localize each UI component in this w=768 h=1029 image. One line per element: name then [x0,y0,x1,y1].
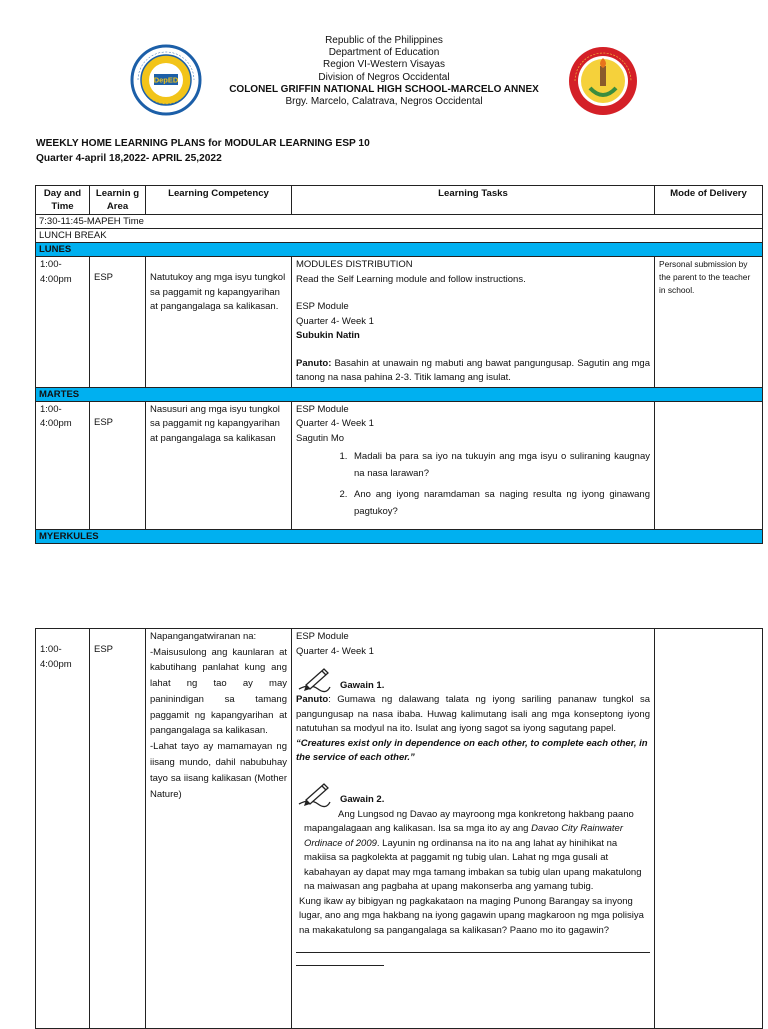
delivery-cell [655,629,763,1029]
list-item: 2. Ano ang iyong naramdaman sa naging resulta ng iyong ginawang pagtukoy? [350,486,650,520]
competency-cell: Natutukoy ang mga isyu tungkol sa paggamit ng kapangyarihan at pangangalaga sa kalikasan. [146,257,292,388]
time-cell: 1:00-4:00pm [36,629,90,1029]
school-seal-logo [568,46,638,116]
task-line: Subukin Natin [296,330,360,341]
gawain-2-label: Gawain 2. [340,794,385,805]
tasks-cell [292,257,655,388]
day-label: MARTES [36,387,763,401]
pencil-writing-icon [296,780,332,808]
area-cell: ESP [90,629,146,1029]
task-line: ESP Module [296,631,349,642]
lunch-row [36,229,763,243]
task-line: ESP Module [296,403,349,415]
task-line: Quarter 4- Week 1 [296,315,374,327]
panuto-label: Panuto [296,694,329,705]
gawain-2-paragraph [296,808,650,895]
day-label: MYERKULES [36,529,763,543]
letterhead-line: Republic of the Philippines [325,35,443,46]
table-row [36,257,763,388]
table-row [36,401,763,529]
plan-quarter: Quarter 4-april 18,2022- APRIL 25,2022 [36,153,222,164]
answer-line [296,940,650,953]
header-tasks: Learning Tasks [292,186,655,215]
competency-point: -Maisusulong ang kaunlaran at kabutihang panlahat kung ang lahat ng tao ay may paninindigan sa tamang paggamit ng kapangyarihan at pangangalaga sa kalikasan. [150,646,287,737]
competency-point: -Lahat tayo ay mamamayan ng iisang mundo, dahil nabubuhay tayo sa iisang kalikasan (Mother Nature) [150,741,287,800]
gawain-1-instructions [296,693,650,737]
panuto-body: : Gumawa ng dalawang talata ng iyong sariling pananaw tungkol sa pangungusap na nasa ibaba. Huwag kalimutang isali ang mga konseptong iyong natutuhan sa modyul na ito. Isulat ang iyong sagot sa iyong sagutang papel. [296,694,650,734]
time-cell: 1:00-4:00pm [36,257,90,388]
mapeh-row [36,215,763,229]
division-seal-logo [130,44,202,116]
panuto-body: Basahin at unawain ng mabuti ang bawat pangungusap. Sagutin ang mga tanong na nasa pahina 2-3. Titik lamang ang isulat. [296,357,650,383]
quote-text: “Creatures exist only in dependence on each other, to complete each other, in the service of each other.” [296,737,648,763]
deped-text: DepED [153,75,179,85]
pencil-writing-icon [296,665,332,693]
task-line: MODULES DISTRIBUTION [296,259,413,270]
ordinance-name: Davao City Rainwater Ordinace of 2009 [304,823,623,849]
school-name: COLONEL GRIFFIN NATIONAL HIGH SCHOOL-MARCELO ANNEX [229,83,539,95]
task-line: ESP Module [296,301,349,312]
task-line: Sagutin Mo [296,432,345,444]
plan-title: WEEKLY HOME LEARNING PLANS for MODULAR LEARNING ESP 10 [36,138,370,149]
tasks-cell [292,629,655,1029]
gawain-1-label: Gawain 1. [340,679,385,691]
table-header-row [36,186,763,215]
competency-lead: Napangangatwiranan na: [150,631,257,642]
answer-line [296,953,384,966]
school-address: Brgy. Marcelo, Calatrava, Negros Occidental [285,96,483,108]
tasks-cell [292,401,655,529]
day-band-myerkules [36,529,763,543]
delivery-cell: Personal submission by the parent to the teacher in school. [655,257,763,388]
table-row [36,629,763,1029]
header-competency: Learning Competency [146,186,292,215]
letterhead-line: Region VI-Western Visayas [323,59,445,71]
competency-cell: Nasusuri ang mga isyu tungkol sa paggamit ng kapangyarihan at pangangalaga sa kalikasan [146,401,292,529]
panuto-text [296,357,650,386]
day-band-lunes [36,243,763,257]
time-cell: 1:00-4:00pm [36,401,90,529]
letterhead [200,35,568,108]
task-line: Quarter 4- Week 1 [296,645,374,657]
gawain-2-text-b: . Layunin ng ordinansa na ito na ang lahat ay hinihikat na makiisa sa pagkolekta at paggamit ng tubig ulan. Lahat ng mga gusali at kabahayan ay dapat may mga tamang imbakan sa tubig ulan upang makatulong na maiwasan ang pagbaha at upang makonserba ang yamang tubig. [304,837,642,892]
learning-plan-table-continued [35,628,763,1029]
lunch-break: LUNCH BREAK [36,229,763,243]
area-cell: ESP [90,257,146,388]
day-band-martes [36,387,763,401]
gawain-2-question: Kung ikaw ay bibigyan ng pagkakataon na maging Punong Barangay sa inyong lugar, ano ang mga hakbang na iyong gagawin upang magkaroon ng mga polisiya na makakatulong sa pangangalaga sa kalikasan? Paano mo ito gagawin? [299,895,644,936]
task-line: Read the Self Learning module and follow instructions. [296,273,526,285]
task-line: Quarter 4- Week 1 [296,418,374,429]
day-label: LUNES [36,243,763,257]
mapeh-time: 7:30-11:45-MAPEH Time [36,215,763,229]
header-learning-area: Learnin g Area [90,186,146,215]
letterhead-line: Division of Negros Occidental [318,71,450,83]
header-delivery: Mode of Delivery [655,186,763,215]
learning-plan-table [35,185,763,544]
header-day-time: Day and Time [36,186,90,215]
letterhead-line: Department of Education [328,47,440,59]
delivery-cell [655,401,763,529]
list-item: 1. Madali ba para sa iyo na tukuyin ang mga isyu o suliraning kaugnay na nasa larawan? [350,448,650,482]
question-list [296,448,650,520]
area-cell: ESP [90,401,146,529]
panuto-label: Panuto: [296,357,332,369]
gawain-2-text-a: Ang Lungsod ng Davao ay mayroong mga konkretong hakbang paano mapangalagaan ang kalikasan. Isa sa mga ito ay ang [304,808,634,834]
competency-cell [146,629,292,1029]
